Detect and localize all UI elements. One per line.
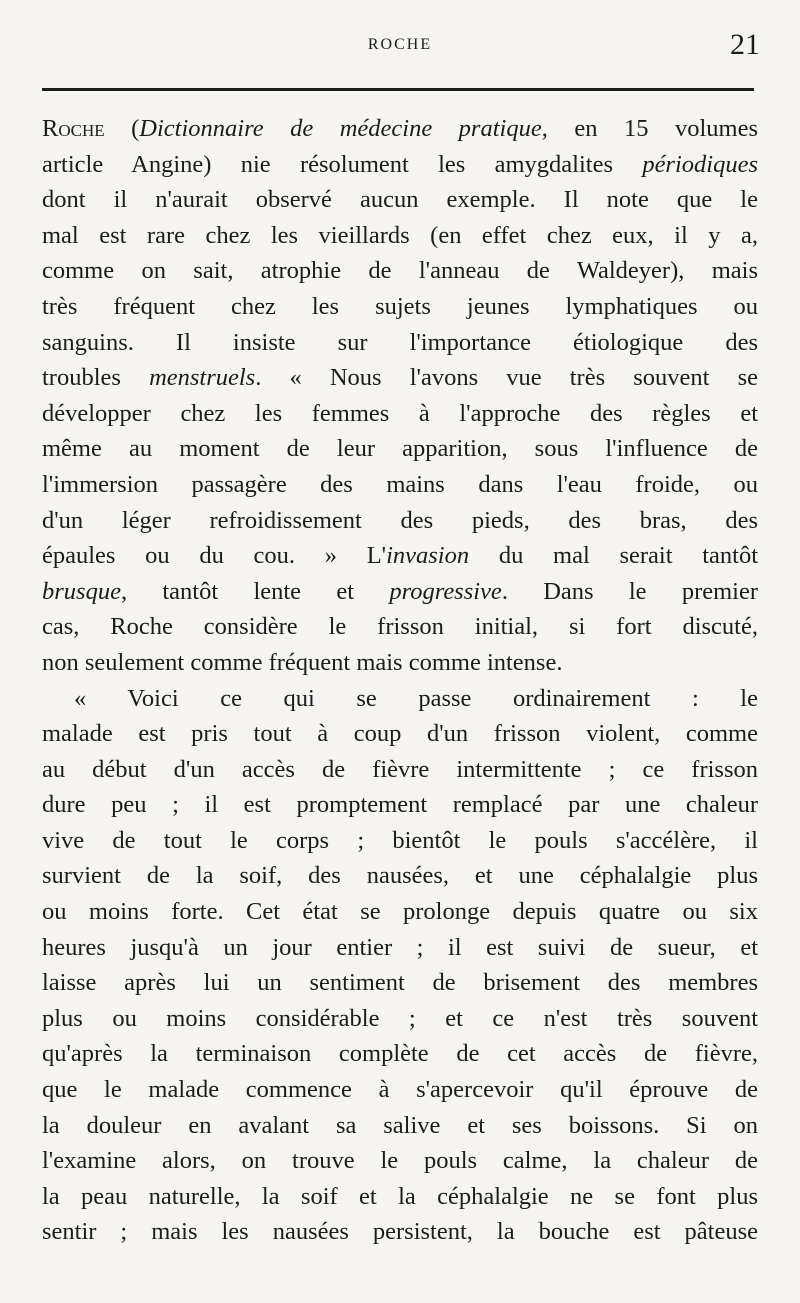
text-line <box>42 858 758 894</box>
italic-run: Dictionnaire de médecine pratique <box>139 115 542 142</box>
text-line <box>42 965 758 1001</box>
text-line <box>42 467 758 503</box>
text-run: heures jusqu'à un jour entier ; il est suivi de sueur, et <box>42 933 758 961</box>
text-line <box>42 182 758 218</box>
text-run: dont il n'aurait observé aucun exemple. Il note que le <box>42 186 758 214</box>
text-run: . « Nous l'avons vue très souvent se <box>255 364 758 392</box>
text-run: sanguins. Il insiste sur l'importance étiologique des <box>42 328 758 356</box>
text-run: l'immersion passagère des mains dans l'eau froide, ou <box>42 470 758 498</box>
text-run: ( <box>104 115 140 142</box>
text-run: la peau naturelle, la soif et la céphalalgie ne se font plus <box>42 1182 758 1210</box>
text-line <box>42 396 758 432</box>
text-run: dure peu ; il est promptement remplacé par une chaleur <box>42 791 758 819</box>
text-line <box>42 1214 758 1250</box>
text-line <box>42 787 758 823</box>
italic-run: progressive <box>389 577 502 605</box>
italic-run: brusque <box>42 577 121 605</box>
text-run: laisse après lui un sentiment de brisement des membres <box>42 969 758 997</box>
text-run: malade est pris tout à coup d'un frisson violent, comme <box>42 720 758 748</box>
text-line <box>42 574 758 610</box>
text-run: d'un léger refroidissement des pieds, des bras, des <box>42 506 758 534</box>
text-run: survient de la soif, des nausées, et une céphalalgie plus <box>42 862 758 890</box>
text-line <box>42 823 758 859</box>
page-number: 21 <box>730 28 760 61</box>
text-line <box>42 538 758 574</box>
text-line <box>42 1036 758 1072</box>
text-run: plus ou moins considérable ; et ce n'est très souvent <box>42 1004 758 1032</box>
text-line <box>42 503 758 539</box>
text-line <box>42 1001 758 1037</box>
text-run: épaules ou du cou. » L' <box>42 542 387 570</box>
text-run: la douleur en avalant sa salive et ses boissons. Si on <box>42 1111 758 1139</box>
text-run: mal est rare chez les vieillards (en effet chez eux, il y a, <box>42 221 758 249</box>
text-line <box>42 645 758 681</box>
text-line <box>42 360 758 396</box>
text-line <box>42 289 758 325</box>
text-run: troubles <box>42 364 150 392</box>
italic-run: menstruels <box>149 364 256 392</box>
text-run: non seulement comme fréquent mais comme intense. <box>42 648 563 676</box>
text-line <box>42 111 758 147</box>
text-run: , en 15 volumes <box>541 115 758 142</box>
text-run: qu'après la terminaison complète de cet accès de fièvre, <box>42 1040 758 1068</box>
text-line <box>42 1072 758 1108</box>
text-run: très fréquent chez les sujets jeunes lymphatiques ou <box>42 292 758 320</box>
page-header <box>40 28 760 68</box>
text-line <box>42 752 758 788</box>
text-run: même au moment de leur apparition, sous l'influence de <box>42 435 758 463</box>
text-run: « Voici ce qui se passe ordinairement : le <box>74 684 758 712</box>
body-text <box>42 111 758 1250</box>
text-line <box>42 325 758 361</box>
italic-run: périodiques <box>642 150 758 178</box>
text-run: ou moins forte. Cet état se prolonge depuis quatre ou six <box>42 898 758 926</box>
text-line <box>42 1108 758 1144</box>
text-run: comme on sait, atrophie de l'anneau de Waldeyer), mais <box>42 257 758 285</box>
text-run: au début d'un accès de fièvre intermittente ; ce frisson <box>42 755 758 783</box>
text-run: . Dans le premier <box>501 577 759 605</box>
text-line <box>42 431 758 467</box>
text-run: vive de tout le corps ; bientôt le pouls s'accélère, il <box>42 826 758 854</box>
text-run: , tantôt lente et <box>120 577 390 605</box>
text-line <box>42 1179 758 1215</box>
text-run: sentir ; mais les nausées persistent, la bouche est pâteuse <box>42 1218 758 1246</box>
small-caps-run: Roche <box>42 115 105 142</box>
text-run: que le malade commence à s'apercevoir qu'il éprouve de <box>42 1076 758 1104</box>
text-line <box>42 1143 758 1179</box>
text-run: cas, Roche considère le frisson initial, si fort discuté, <box>42 613 758 641</box>
text-line <box>42 609 758 645</box>
text-run: article Angine) nie résolument les amygdalites <box>42 150 643 178</box>
text-line <box>42 147 758 183</box>
text-line <box>42 894 758 930</box>
running-head: ROCHE <box>367 36 433 53</box>
text-run: du mal serait tantôt <box>469 542 759 570</box>
text-line <box>42 716 758 752</box>
text-line <box>42 930 758 966</box>
text-line <box>42 218 758 254</box>
text-line <box>42 681 758 717</box>
text-run: l'examine alors, on trouve le pouls calme, la chaleur de <box>42 1147 758 1175</box>
text-run: développer chez les femmes à l'approche des règles et <box>42 399 758 427</box>
italic-run: invasion <box>386 542 470 570</box>
header-rule <box>42 88 754 91</box>
text-line <box>42 253 758 289</box>
